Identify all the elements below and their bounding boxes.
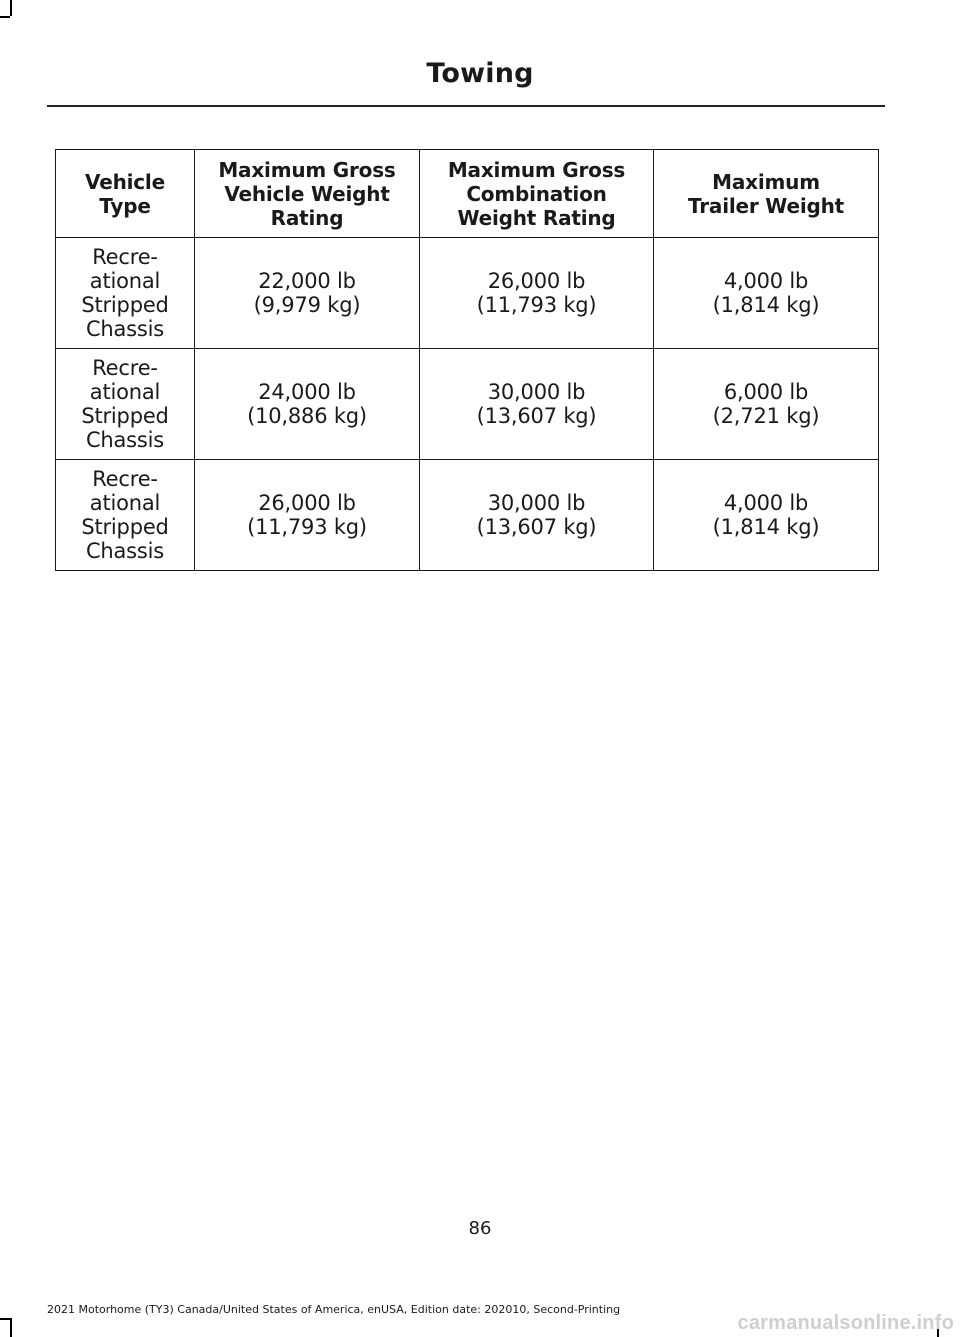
cell-gvwr: 26,000 lb (11,793 kg) (195, 460, 420, 571)
page-number: 86 (468, 1218, 492, 1239)
cell-gvwr: 22,000 lb (9,979 kg) (195, 238, 420, 349)
cell-max-trailer-weight: 6,000 lb (2,721 kg) (654, 349, 879, 460)
cell-vehicle-type: Recre- ational Stripped Chassis (56, 349, 195, 460)
header-max-trailer-weight: Maximum Trailer Weight (654, 150, 879, 238)
cell-vehicle-type: Recre- ational Stripped Chassis (56, 460, 195, 571)
title-divider (47, 105, 885, 107)
edition-footer: 2021 Motorhome (TY3) Canada/United States of America, enUSA, Edition date: 202010, Second-Printing (47, 1303, 621, 1316)
cell-vehicle-type: Recre- ational Stripped Chassis (56, 238, 195, 349)
header-vehicle-type: Vehicle Type (56, 150, 195, 238)
cell-gcwr: 30,000 lb (13,607 kg) (420, 349, 654, 460)
watermark: carmanualsonline.info (737, 1312, 954, 1334)
crop-mark (0, 16, 10, 18)
cell-gcwr: 30,000 lb (13,607 kg) (420, 460, 654, 571)
cell-gcwr: 26,000 lb (11,793 kg) (420, 238, 654, 349)
table-row (56, 460, 879, 571)
table-row (56, 238, 879, 349)
crop-mark (10, 1318, 12, 1337)
table-header-row (56, 150, 879, 238)
cell-gvwr: 24,000 lb (10,886 kg) (195, 349, 420, 460)
towing-weights-table (55, 149, 879, 571)
header-gvwr: Maximum Gross Vehicle Weight Rating (195, 150, 420, 238)
table-row (56, 349, 879, 460)
crop-mark (10, 0, 12, 16)
page-title: Towing (426, 58, 534, 89)
crop-mark (0, 1318, 10, 1320)
cell-max-trailer-weight: 4,000 lb (1,814 kg) (654, 460, 879, 571)
header-gcwr: Maximum Gross Combination Weight Rating (420, 150, 654, 238)
cell-max-trailer-weight: 4,000 lb (1,814 kg) (654, 238, 879, 349)
